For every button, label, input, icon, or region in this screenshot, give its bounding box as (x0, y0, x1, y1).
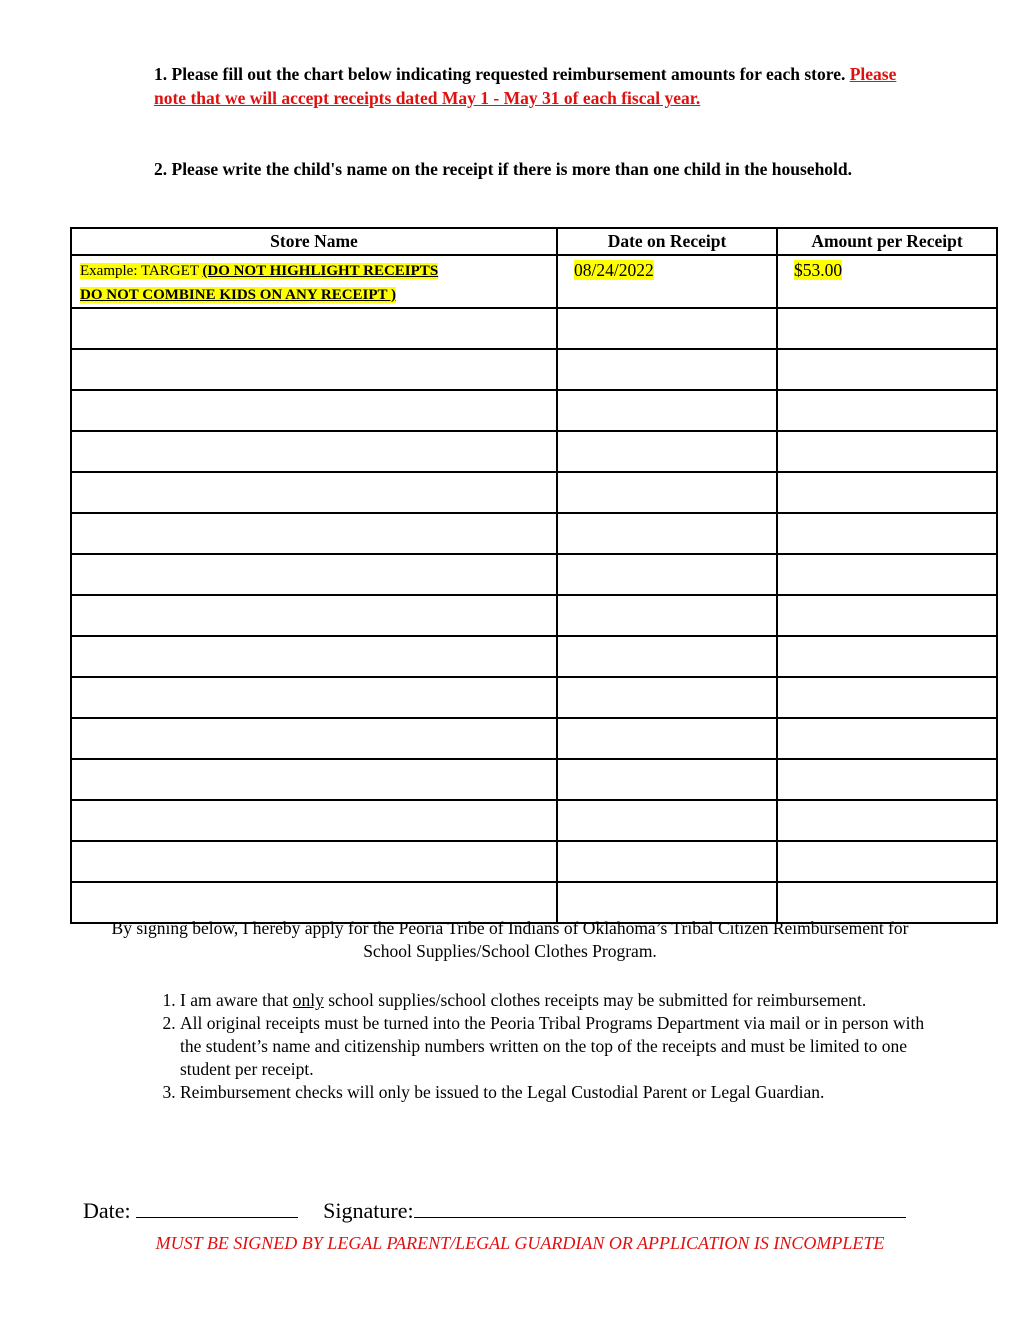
table-row (71, 554, 997, 595)
blank-date-cell[interactable] (557, 636, 777, 677)
blank-amount-cell[interactable] (777, 841, 997, 882)
term-1 (180, 989, 940, 1012)
table-row (71, 431, 997, 472)
blank-date-cell[interactable] (557, 800, 777, 841)
blank-date-cell[interactable] (557, 472, 777, 513)
table-row (71, 800, 997, 841)
blank-store-cell[interactable] (71, 390, 557, 431)
signature-warning: MUST BE SIGNED BY LEGAL PARENT/LEGAL GUARDIAN OR APPLICATION IS INCOMPLETE (155, 1233, 885, 1253)
example-warning-line1: (DO NOT HIGHLIGHT RECEIPTS (202, 263, 439, 279)
example-prefix: Example: TARGET (80, 263, 203, 279)
term-2: 2. All original receipts must be turned into the Peoria Tribal Programs Department via mail or in person with the student’s name and citizenship numbers written on the top of the receipts and must be limited to one student per receipt. (180, 1012, 940, 1081)
example-amount-cell (777, 255, 997, 308)
blank-date-cell[interactable] (557, 390, 777, 431)
table-row (71, 718, 997, 759)
table-row (71, 472, 997, 513)
blank-date-cell[interactable] (557, 718, 777, 759)
instruction-1 (154, 62, 904, 110)
blank-date-cell[interactable] (557, 677, 777, 718)
blank-amount-cell[interactable] (777, 595, 997, 636)
blank-amount-cell[interactable] (777, 431, 997, 472)
blank-amount-cell[interactable] (777, 718, 997, 759)
blank-amount-cell[interactable] (777, 677, 997, 718)
term-1-emphasis: only (292, 990, 324, 1010)
reimbursement-table (70, 227, 998, 924)
table-row (71, 677, 997, 718)
term-3: 3. Reimbursement checks will only be issued to the Legal Custodial Parent or Legal Guardian. (180, 1081, 940, 1104)
signature-line (83, 1196, 906, 1226)
blank-store-cell[interactable] (71, 800, 557, 841)
instruction-1-note: Please note that we will accept receipts dated May 1 - May 31 of each fiscal year. (154, 64, 897, 108)
blank-amount-cell[interactable] (777, 800, 997, 841)
blank-store-cell[interactable] (71, 308, 557, 349)
blank-store-cell[interactable] (71, 841, 557, 882)
blank-store-cell[interactable] (71, 759, 557, 800)
example-warning-line2: DO NOT COMBINE KIDS ON ANY RECEIPT ) (80, 287, 397, 303)
blank-amount-cell[interactable] (777, 759, 997, 800)
term-1-after: school supplies/school clothes receipts may be submitted for reimbursement. (323, 990, 867, 1010)
signature-field[interactable] (414, 1197, 906, 1218)
blank-store-cell[interactable] (71, 636, 557, 677)
table-row (71, 390, 997, 431)
table-row (71, 349, 997, 390)
example-date-cell (557, 255, 777, 308)
example-date: 08/24/2022 (574, 260, 654, 280)
blank-date-cell[interactable] (557, 513, 777, 554)
table-row (71, 595, 997, 636)
example-row (71, 255, 997, 308)
blank-amount-cell[interactable] (777, 554, 997, 595)
blank-store-cell[interactable] (71, 513, 557, 554)
consent-statement: By signing below, I hereby apply for the Peoria Tribe of Indians of Oklahoma’s Tribal Citizen Reimbursement for School Supplies/School Clothes Program. (111, 918, 909, 961)
blank-amount-cell[interactable] (777, 472, 997, 513)
blank-store-cell[interactable] (71, 349, 557, 390)
blank-store-cell[interactable] (71, 554, 557, 595)
header-date-on-receipt: Date on Receipt (557, 228, 777, 255)
date-field[interactable] (136, 1197, 298, 1218)
header-amount-per-receipt: Amount per Receipt (777, 228, 997, 255)
signature-label: Signature: (323, 1198, 414, 1223)
blank-date-cell[interactable] (557, 431, 777, 472)
date-label: Date: (83, 1198, 131, 1223)
blank-amount-cell[interactable] (777, 308, 997, 349)
blank-date-cell[interactable] (557, 349, 777, 390)
table-row (71, 308, 997, 349)
table-header-row (71, 228, 997, 255)
blank-date-cell[interactable] (557, 841, 777, 882)
example-store-cell (71, 255, 557, 308)
blank-store-cell[interactable] (71, 718, 557, 759)
terms-list (150, 989, 940, 1104)
table-row (71, 513, 997, 554)
blank-date-cell[interactable] (557, 308, 777, 349)
term-1-before: I am aware that (180, 990, 293, 1010)
blank-amount-cell[interactable] (777, 349, 997, 390)
example-amount: $53.00 (794, 260, 843, 280)
blank-store-cell[interactable] (71, 595, 557, 636)
blank-store-cell[interactable] (71, 472, 557, 513)
blank-amount-cell[interactable] (777, 390, 997, 431)
header-store-name: Store Name (71, 228, 557, 255)
blank-date-cell[interactable] (557, 759, 777, 800)
table-row (71, 636, 997, 677)
blank-date-cell[interactable] (557, 595, 777, 636)
blank-date-cell[interactable] (557, 554, 777, 595)
table-row (71, 841, 997, 882)
blank-store-cell[interactable] (71, 677, 557, 718)
table-row (71, 759, 997, 800)
blank-amount-cell[interactable] (777, 513, 997, 554)
blank-amount-cell[interactable] (777, 636, 997, 677)
instruction-2: 2. Please write the child's name on the receipt if there is more than one child in the household. (154, 159, 853, 179)
instruction-1-text: 1. Please fill out the chart below indicating requested reimbursement amounts for each store. (154, 64, 850, 84)
blank-store-cell[interactable] (71, 431, 557, 472)
